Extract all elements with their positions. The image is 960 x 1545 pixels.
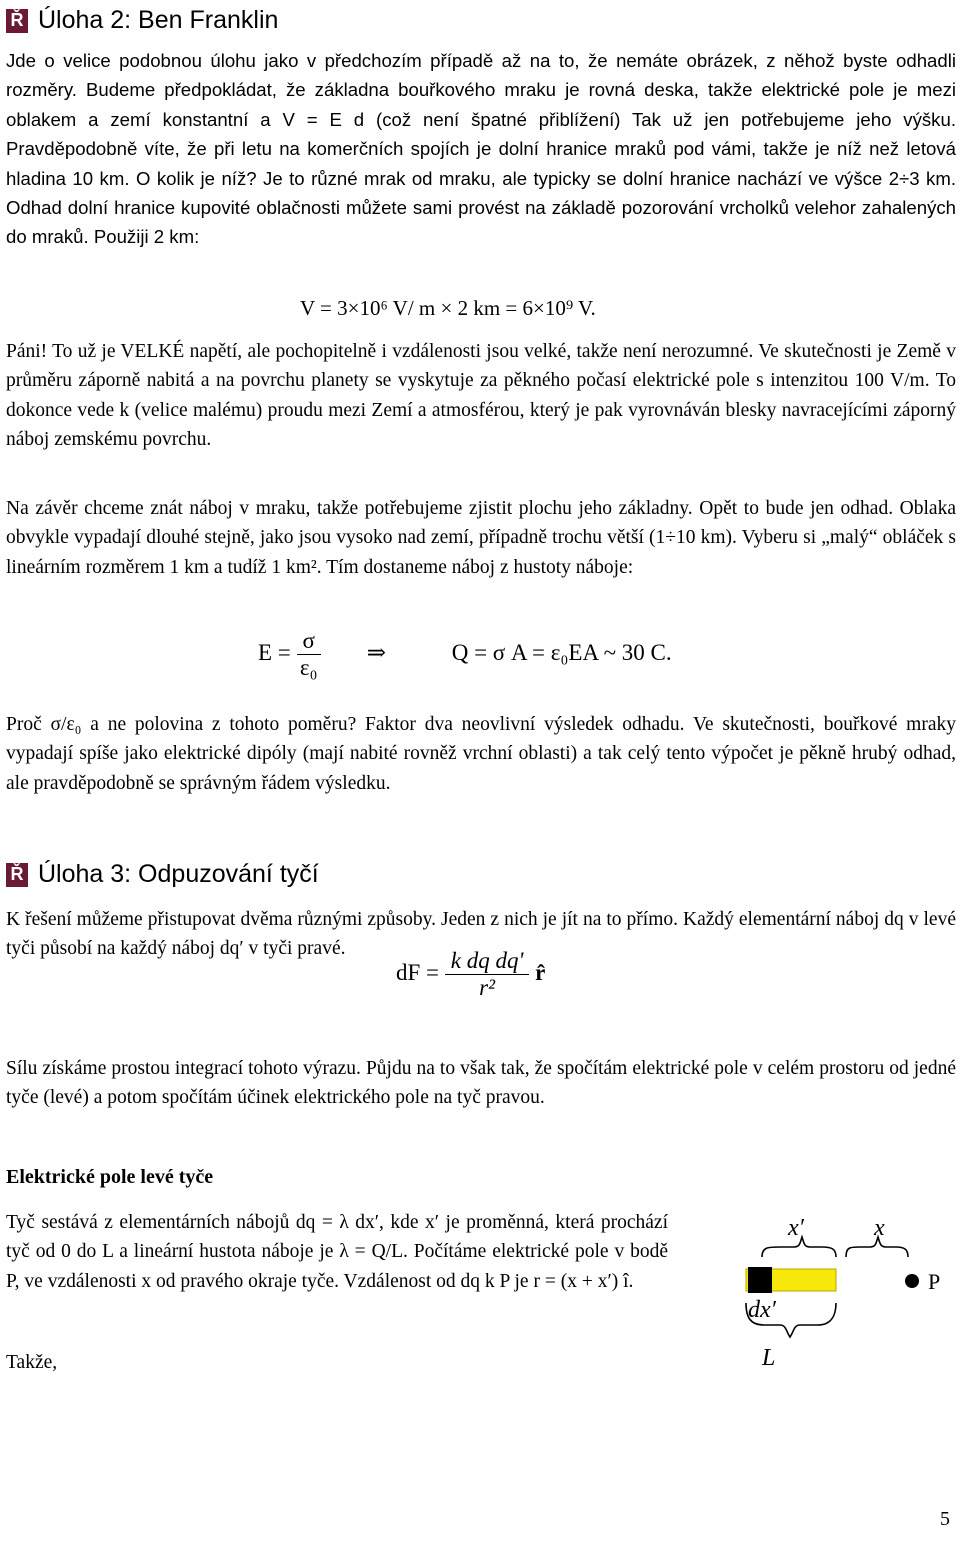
section-title: Úloha 2: Ben Franklin [38,6,279,34]
label-p: P [928,1269,941,1294]
fraction-denominator: ε₀ [299,655,318,680]
label-x-prime: x′ [788,1215,804,1241]
label-dx-prime: dx′ [748,1297,776,1323]
equation-force [396,948,545,1001]
section-heading-2 [6,860,319,889]
paragraph: K řešení můžeme přistupovat dvěma různými způsoby. Jeden z nich je jít na to přímo. Každý elementární náboj dq v levé tyči působí na každý náboj dq′ v tyči pravé. [6,909,956,960]
rod-diagram [690,1205,955,1375]
point-p [905,1274,919,1288]
charge-element [748,1267,772,1293]
fraction [445,948,530,1001]
fraction-numerator: σ [297,628,321,655]
brace-x [846,1237,908,1257]
subheading: Elektrické pole levé tyče [6,1166,214,1188]
equation-charge [258,628,672,681]
solution-badge: Ř [6,863,28,887]
unit-vector: r̂ [535,959,546,985]
paragraph: Proč σ/ε₀ a ne polovina z tohoto poměru? Faktor dva neovlivní výsledek odhadu. Ve skutečnosti, bouřkové mraky vypadají spíše jako elektrické dipóly (mají nabité rovněž vrchní oblasti) a tak celý tento výpočet je pěkně hrubý odhad, ale pravděpodobně se správným řádem výsledku. [6,714,956,794]
section-heading-1 [6,6,278,35]
paragraph: Na závěr chceme znát náboj v mraku, takže potřebujeme zjistit plochu jeho základny. Opět to bude jen odhad. Oblaka obvykle vypadají dlouhé stejně, jako jsou vysoko nad zemí, případně trochu větší (1÷10 km). Vyberu si „malý“ obláček s lineárním rozměrem 1 km a tudíž 1 km². Tím dostaneme náboj z hustoty náboje: [6,498,956,578]
paragraph: Sílu získáme prostou integrací tohoto výrazu. Půjdu na to však tak, že spočítám elektrické pole v celém prostoru od jedné tyče (levé) a potom spočítám účinek elektrického pole na tyč pravou. [6,1058,956,1109]
fraction-denominator: r² [479,975,496,1000]
label-x: x [874,1215,885,1241]
implies-arrow: ⇒ [366,639,386,665]
paragraph: Takže, [6,1352,58,1373]
paragraph: Jde o velice podobnou úlohu jako v předchozím případě až na to, že nemáte obrázek, z něhož byste odhadli rozměry. Budeme předpokládat, že základna bouřkového mraku je rovná deska, takže elektrické pole je mezi oblakem a zemí konstantní a V = E d (což není špatné přiblížení) Tak už jen potřebujeme jeho výšku. Pravděpodobně víte, že při letu na komerčních spojích je dolní hranice mraků pod vámi, takže je níž než letová hladina 10 km. O kolik je níž? Je to různé mrak od mraku, ale typicky se dolní hranice nachází ve výšce 2÷3 km. Odhad dolní hranice kupovité oblačnosti můžete sami provést na základě pozorování vrcholků velehor zahalených do mraků. Použiji 2 km: [6,50,956,248]
eq-left: dF = [396,959,440,985]
label-l: L [762,1345,776,1371]
fraction-numerator: k dq dq' [445,948,530,975]
paragraph: Tyč sestává z elementárních nábojů dq = λ dx′, kde x′ je proměnná, která prochází tyč od 0 do L a lineární hustota náboje je λ = Q/L. Počítáme elektrické pole v bodě P, ve vzdálenosti x od pravého okraje tyče. Vzdálenost od dq k P je r = (x + x′) î. [6,1212,668,1292]
paragraph: Páni! To už je VELKÉ napětí, ale pochopitelně i vzdálenosti jsou velké, takže není nerozumné. Ve skutečnosti je Země v průměru záporně nabitá a na povrchu planety se vyskytuje za pěkného počasí elektrické pole s intenzitou 100 V/m. To dokonce vede k (velice malému) proudu mezi Zemí a atmosférou, který je pak vyrovnáván blesky navracejícími záporný náboj zemskému povrchu. [6,341,956,450]
page-number: 5 [940,1508,950,1530]
equation-voltage: V = 3×10⁶ V/ m × 2 km = 6×10⁹ V. [300,296,596,320]
fraction [297,628,321,681]
solution-badge: Ř [6,9,28,33]
section-title: Úloha 3: Odpuzování tyčí [38,860,319,888]
eq-left: E = [258,639,291,665]
eq-right: Q = σ A = ε₀EA ~ 30 C. [451,639,672,665]
